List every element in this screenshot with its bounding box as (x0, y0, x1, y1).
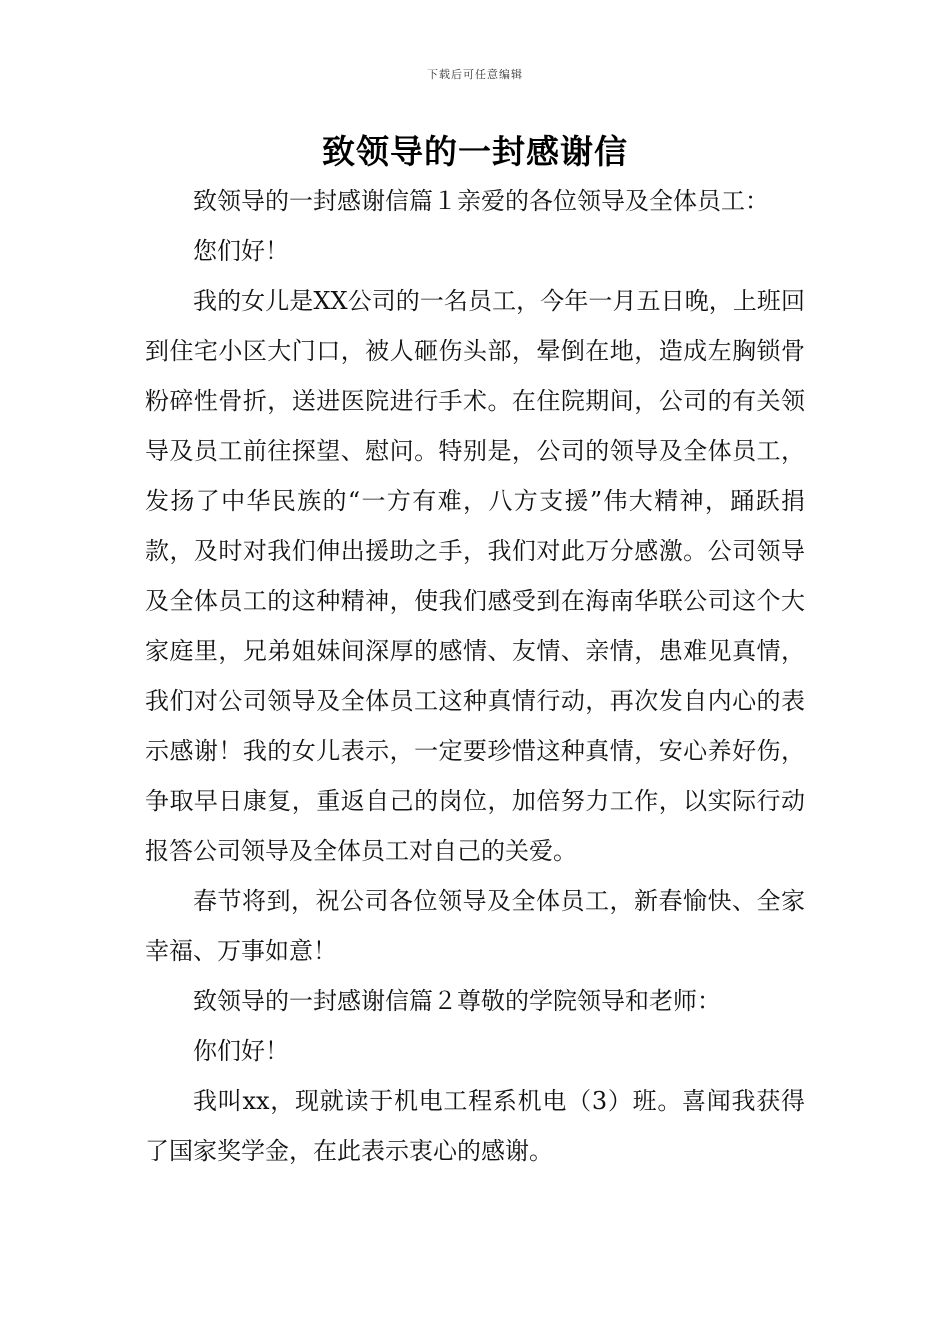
paragraph-main-2: 我叫xx，现就读于机电工程系机电（3）班。喜闻我获得了国家奖学金，在此表示衷心的感谢。 (145, 1087, 805, 1165)
paragraph-wishes: 春节将到，祝公司各位领导及全体员工，新春愉快、全家幸福、万事如意！ (145, 887, 805, 965)
paragraph-salutation-1: 致领导的一封感谢信篇１亲爱的各位领导及全体员工： (193, 187, 769, 215)
paragraph-greeting-1: 您们好！ (193, 237, 289, 265)
paragraph-salutation-2: 致领导的一封感谢信篇２尊敬的学院领导和老师： (193, 987, 721, 1015)
paragraph-greeting-2: 你们好！ (193, 1037, 289, 1065)
header-note: 下载后可任意编辑 (427, 68, 523, 81)
document-title: 致领导的一封感谢信 (322, 132, 628, 171)
letter-body (145, 176, 805, 1176)
paragraph-main-1: 我的女儿是XX公司的一名员工，今年一月五日晚，上班回到住宅小区大门口，被人砸伤头部，晕倒在地，造成左胸锁骨粉碎性骨折，送进医院进行手术。在住院期间，公司的有关领导及员工前往探望、慰问。特别是，公司的领导及全体员工，发扬了中华民族的“一方有难，八方支援”伟大精神，踊跃捐款，及时对我们伸出援助之手，我们对此万分感激。公司领导及全体员工的这种精神，使我们感受到在海南华联公司这个大家庭里，兄弟姐妹间深厚的感情、友情、亲情，患难见真情，我们对公司领导及全体员工这种真情行动，再次发自内心的表示感谢！我的女儿表示，一定要珍惜这种真情，安心养好伤，争取早日康复，重返自己的岗位，加倍努力工作，以实际行动报答公司领导及全体员工对自己的关爱。 (145, 287, 805, 865)
